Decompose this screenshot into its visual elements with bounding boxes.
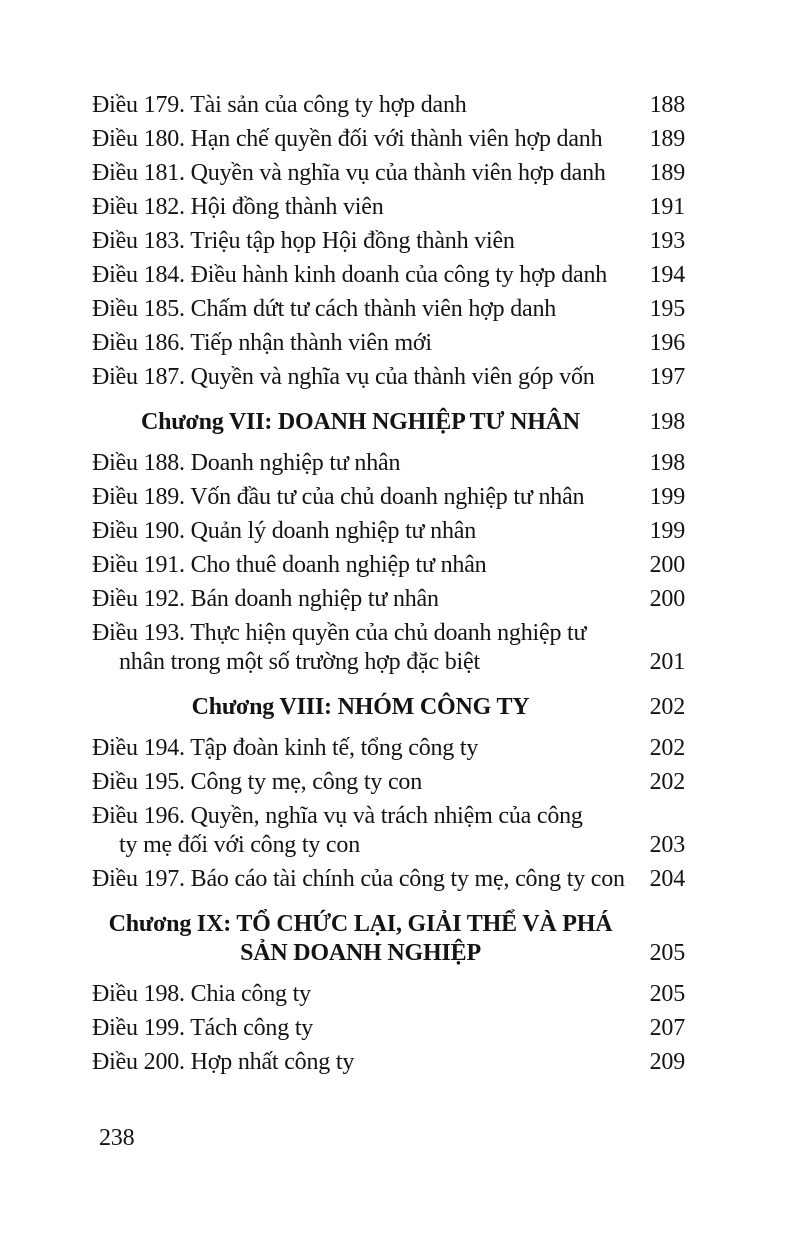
toc-article-entry xyxy=(92,483,685,512)
toc-entry-title: Điều 187. Quyền và nghĩa vụ của thành viên góp vốn xyxy=(92,364,595,390)
toc-entry-title: Điều 184. Điều hành kinh doanh của công ty hợp danh xyxy=(92,262,608,288)
toc-article-entry xyxy=(92,865,685,894)
toc-entry-page-number: 189 xyxy=(649,160,685,186)
toc-entry-page-number: 200 xyxy=(649,552,685,578)
toc-article-entry xyxy=(92,159,685,188)
toc-entry-page-number: 198 xyxy=(649,409,685,435)
toc-entry-page-number: 202 xyxy=(649,769,685,795)
toc-article-entry xyxy=(92,449,685,478)
toc-article-entry xyxy=(92,517,685,546)
toc-article-entry xyxy=(92,619,685,677)
toc-article-entry xyxy=(92,193,685,222)
toc-article-entry xyxy=(92,980,685,1009)
toc-entry-page-number: 205 xyxy=(649,981,685,1007)
toc-article-entry xyxy=(92,1014,685,1043)
toc-article-entry xyxy=(92,1048,685,1077)
toc-entry-title: Điều 190. Quản lý doanh nghiệp tư nhân xyxy=(92,518,477,544)
toc-chapter-title: Chương VII: DOANH NGHIỆP TƯ NHÂN xyxy=(141,409,580,435)
toc-entry-page-number: 201 xyxy=(649,649,685,675)
toc-entry-page-number: 204 xyxy=(649,866,685,892)
toc-entry-title: Điều 195. Công ty mẹ, công ty con xyxy=(92,769,423,795)
toc-entry-page-number: 209 xyxy=(649,1049,685,1075)
toc-entry-title: Điều 192. Bán doanh nghiệp tư nhân xyxy=(92,586,439,612)
toc-entry-page-number: 199 xyxy=(649,518,685,544)
toc-entry-page-number: 198 xyxy=(649,450,685,476)
toc-article-entry xyxy=(92,91,685,120)
toc-article-entry xyxy=(92,585,685,614)
toc-entry-title: Điều 181. Quyền và nghĩa vụ của thành viên hợp danh xyxy=(92,160,606,186)
toc-entry-title: Điều 197. Báo cáo tài chính của công ty mẹ, công ty con xyxy=(92,866,625,892)
toc-entry-title: Điều 199. Tách công ty xyxy=(92,1015,314,1041)
toc-entry-title: Điều 183. Triệu tập họp Hội đồng thành viên xyxy=(92,228,515,254)
toc-entry-page-number: 193 xyxy=(649,228,685,254)
toc-entry-page-number: 196 xyxy=(649,330,685,356)
toc-article-entry xyxy=(92,551,685,580)
toc-entry-page-number: 189 xyxy=(649,126,685,152)
toc-entry-page-number: 197 xyxy=(649,364,685,390)
toc-chapter-heading xyxy=(92,910,685,968)
toc-entry-page-number: 202 xyxy=(649,735,685,761)
toc-article-entry xyxy=(92,261,685,290)
toc-article-entry xyxy=(92,125,685,154)
toc-article-entry xyxy=(92,734,685,763)
toc-entry-page-number: 205 xyxy=(649,940,685,966)
toc-entry-title: Điều 182. Hội đồng thành viên xyxy=(92,194,384,220)
toc-entry-title: Điều 200. Hợp nhất công ty xyxy=(92,1049,355,1075)
toc-entry-title: Điều 191. Cho thuê doanh nghiệp tư nhân xyxy=(92,552,487,578)
toc-entry-title: Điều 188. Doanh nghiệp tư nhân xyxy=(92,450,401,476)
toc-entry-page-number: 200 xyxy=(649,586,685,612)
toc-entry-title: Điều 179. Tài sản của công ty hợp danh xyxy=(92,92,467,118)
toc-entry-title: Điều 189. Vốn đầu tư của chủ doanh nghiệp tư nhân xyxy=(92,484,585,510)
toc-article-entry xyxy=(92,802,685,860)
toc-article-entry xyxy=(92,329,685,358)
toc-article-entry xyxy=(92,227,685,256)
toc-article-entry xyxy=(92,768,685,797)
toc-chapter-heading xyxy=(92,408,685,437)
toc-entry-title: Điều 198. Chia công ty xyxy=(92,981,311,1007)
toc-chapter-title: Chương VIII: NHÓM CÔNG TY xyxy=(191,694,530,720)
toc-entry-title: Điều 185. Chấm dứt tư cách thành viên hợp danh xyxy=(92,296,557,322)
toc-entry-page-number: 203 xyxy=(649,832,685,858)
toc-entry-title: Điều 193. Thực hiện quyền của chủ doanh nghiệp tư nhân trong một số trường hợp đặc biệt xyxy=(92,620,587,675)
toc-entry-page-number: 191 xyxy=(649,194,685,220)
footer-page-number: 238 xyxy=(99,1125,135,1151)
toc-entry-page-number: 199 xyxy=(649,484,685,510)
toc-entry-title: Điều 194. Tập đoàn kinh tế, tổng công ty xyxy=(92,735,479,761)
toc-entry-title: Điều 180. Hạn chế quyền đối với thành viên hợp danh xyxy=(92,126,603,152)
toc-entry-page-number: 194 xyxy=(649,262,685,288)
table-of-contents xyxy=(92,91,685,1082)
toc-entry-page-number: 207 xyxy=(649,1015,685,1041)
toc-chapter-title: Chương IX: TỔ CHỨC LẠI, GIẢI THỂ VÀ PHÁ SẢN DOANH NGHIỆP xyxy=(108,911,613,966)
toc-entry-title: Điều 186. Tiếp nhận thành viên mới xyxy=(92,330,432,356)
toc-entry-title: Điều 196. Quyền, nghĩa vụ và trách nhiệm của công ty mẹ đối với công ty con xyxy=(92,803,583,858)
toc-chapter-heading xyxy=(92,693,685,722)
toc-entry-page-number: 202 xyxy=(649,694,685,720)
toc-entry-page-number: 188 xyxy=(649,92,685,118)
toc-entry-page-number: 195 xyxy=(649,296,685,322)
toc-article-entry xyxy=(92,295,685,324)
toc-article-entry xyxy=(92,363,685,392)
